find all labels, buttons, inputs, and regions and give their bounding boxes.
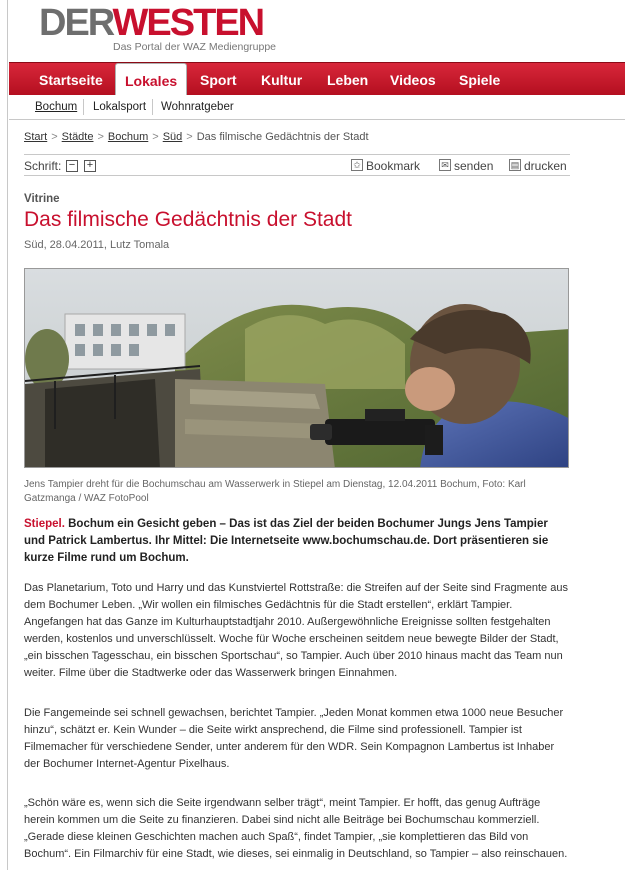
breadcrumb-separator: > (97, 131, 104, 143)
bookmark-link[interactable]: Bookmark (366, 159, 421, 173)
photo-caption: Jens Tampier dreht für die Bochumschau am Wasserwerk in Stiepel am Dienstag, 12.04.2011 Bochum, Foto: Karl Gatzmanga / WAZ FotoPool (24, 479, 526, 504)
nav-videos[interactable]: Videos (390, 72, 436, 88)
subnav-lokalsport[interactable]: Lokalsport (93, 101, 147, 113)
subnav-bochum[interactable]: Bochum (35, 101, 78, 113)
print-icon[interactable]: ▤ (510, 160, 520, 170)
subnav-wohnratgeber[interactable]: Wohnratgeber (161, 101, 234, 113)
article-paragraph: „Schön wäre es, wenn sich die Seite irgendwann selber trägt“, meint Tampier. Er hofft, das genug Aufträge herein kommen um die Seite zu finanzieren. Dabei sind nicht alle Beiträge bei Bochumschau kommerziell. „Gerade diese kleinen Geschichten machen auch Spaß“, findet Tampier, „sie komplettieren das Bild von Bochum“. Ein Filmarchiv für eine Stadt, wie dieses, sei einmalig in Deutschland, so Tampier – also reinschauen. (24, 797, 568, 860)
font-size-label: Schrift: (24, 159, 62, 173)
article-lead (24, 516, 569, 567)
breadcrumb-bochum[interactable]: Bochum (107, 131, 149, 143)
send-link[interactable]: senden (454, 159, 494, 173)
breadcrumb-current: Das filmische Gedächtnis der Stadt (196, 131, 369, 143)
logo-wordmark (39, 4, 276, 42)
article-paragraph: Die Fangemeinde sei schnell gewachsen, berichtet Tampier. „Jeden Monat kommen etwa 1000 neue Besucher hinzu“, schätzt er. Kein Wunder – die Seite wirkt ansprechend, die Filme sind professionell. Tampier ist Filmemacher für verschiedene Sender, unter anderem für den WDR. Sein Kompagnon Lambertus ist Inhaber der Bochumer Internet-Agentur Pixelhaus. (24, 707, 564, 770)
nav-spiele[interactable]: Spiele (459, 72, 501, 88)
article-toolbar (24, 154, 570, 176)
nav-lokales[interactable]: Lokales (115, 63, 187, 97)
breadcrumb-sued[interactable]: Süd (162, 131, 183, 143)
mail-icon[interactable]: ✉ (439, 159, 451, 171)
subnav-divider (152, 99, 153, 115)
breadcrumb-separator: > (51, 131, 58, 143)
site-logo[interactable] (39, 4, 276, 53)
logo-tagline: Das Portal der WAZ Mediengruppe (113, 41, 277, 53)
article-kicker: Vitrine (24, 193, 60, 205)
breadcrumb-staedte[interactable]: Städte (61, 131, 94, 143)
breadcrumb-start[interactable]: Start (24, 131, 48, 143)
breadcrumb-separator: > (186, 131, 193, 143)
subnav-divider (83, 99, 84, 115)
photo-illustration (25, 269, 569, 468)
logo-der: DER (39, 2, 113, 44)
article-photo[interactable] (24, 268, 569, 468)
page-left-border (7, 0, 8, 870)
article-title: Das filmische Gedächtnis der Stadt (24, 208, 352, 231)
nav-startseite[interactable]: Startseite (39, 72, 103, 88)
print-link[interactable]: drucken (524, 159, 567, 173)
nav-kultur[interactable]: Kultur (261, 72, 303, 88)
logo-westen: WESTEN (112, 2, 264, 44)
bookmark-icon[interactable]: ✩ (351, 159, 363, 171)
lead-text: Bochum ein Gesicht geben – Das ist das Ziel der beiden Bochumer Jungs Jens Tampier und Patrick Lambertus. Ihr Mittel: Die Internetseite www.bochumschau.de. Dort präsentieren sie kurze Filme rund um Bochum. (24, 518, 549, 564)
article-byline: Süd, 28.04.2011, Lutz Tomala (24, 239, 170, 251)
lead-place: Stiepel. (24, 518, 65, 530)
sub-nav (9, 95, 625, 120)
nav-leben[interactable]: Leben (327, 72, 369, 88)
article-paragraph: Das Planetarium, Toto und Harry und das Kunstviertel Rottstraße: die Streifen auf der Seite sind Fragmente aus dem Bochumer Leben. „Wir wollen ein filmisches Gedächtnis für die Stadt erstellen“, erklärt Tampier. Angefangen hat das Ganze im Kulturhauptstadtjahr 2010. Außergewöhnliche Ereignisse sollten festgehalten werden, kostenlos und unverschlüsselt. Woche für Woche erscheinen seitdem neue bewegte Bilder der Stadt, „ein bisschen Tagesschau, ein bisschen Sportschau“, so Tampier. Auch über 2010 hinaus macht das Team nun weiter. Filme über die Stadtwerke oder das Wasserwerk bringen Einnahmen. (24, 582, 568, 679)
font-decrease-button[interactable]: − (66, 160, 78, 172)
nav-sport[interactable]: Sport (200, 72, 237, 88)
breadcrumb (24, 131, 369, 143)
main-nav (9, 62, 625, 95)
font-increase-button[interactable]: + (84, 160, 96, 172)
breadcrumb-separator: > (152, 131, 159, 143)
